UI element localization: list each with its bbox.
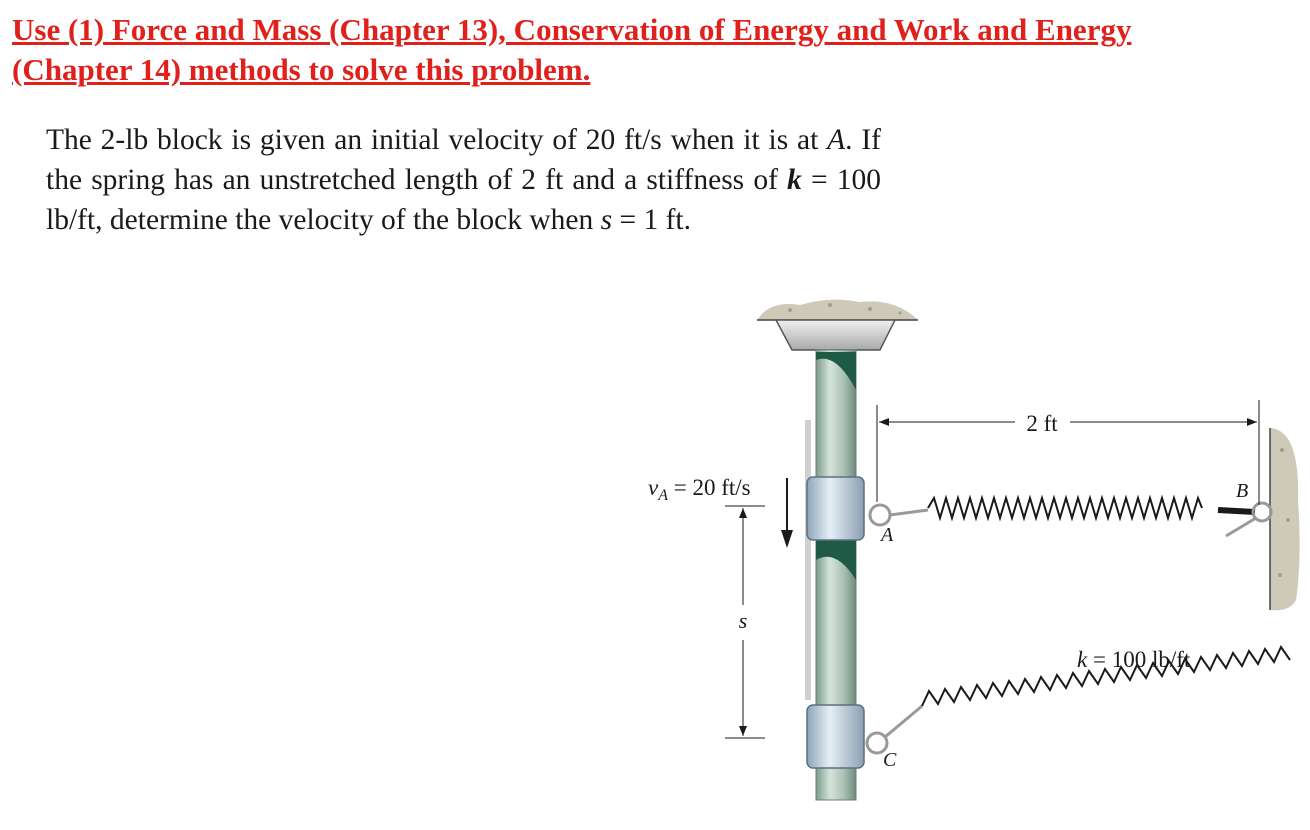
spring-at-a — [870, 498, 1271, 525]
problem-point-a: A — [827, 124, 846, 156]
instruction-line-2: (Chapter 14) methods to solve this problem. — [12, 52, 591, 87]
ceiling-support — [757, 300, 918, 320]
velocity-arrow — [781, 478, 793, 548]
rod-mount — [776, 320, 895, 350]
spring-at-c — [867, 518, 1290, 753]
block-at-a — [807, 477, 864, 540]
stiffness-value: = 100 lb/ft — [1087, 647, 1191, 672]
velocity-subscript: A — [658, 487, 668, 504]
point-c-label: C — [883, 749, 897, 771]
instruction-line-1: Use (1) Force and Mass (Chapter 13), Conservation of Energy and Work and Energy — [12, 12, 1132, 47]
point-a-label: A — [881, 524, 894, 546]
problem-text-4: = 1 ft. — [612, 204, 692, 236]
problem-s-symbol: s — [600, 204, 613, 236]
velocity-value: = 20 ft/s — [668, 475, 751, 500]
velocity-label — [648, 475, 751, 504]
right-wall — [1270, 428, 1300, 610]
problem-k-symbol: k — [787, 164, 802, 196]
dimension-label: 2 ft — [1026, 411, 1058, 436]
s-label: s — [738, 608, 748, 633]
problem-text-2: . If the spring has an unstretched length of 2 ft and a stiffness of — [46, 124, 881, 196]
problem-text-3: = 100 lb/ft, determine the velocity of the block when — [46, 164, 881, 236]
block-at-c — [807, 705, 864, 768]
dimension-2ft — [877, 400, 1259, 505]
velocity-symbol: v — [648, 475, 659, 500]
point-b-label: B — [1236, 480, 1249, 502]
stiffness-symbol: k — [1077, 647, 1088, 672]
stiffness-label — [1077, 647, 1191, 672]
problem-text-1: The 2-lb block is given an initial velocity of 20 ft/s when it is at — [46, 124, 828, 156]
